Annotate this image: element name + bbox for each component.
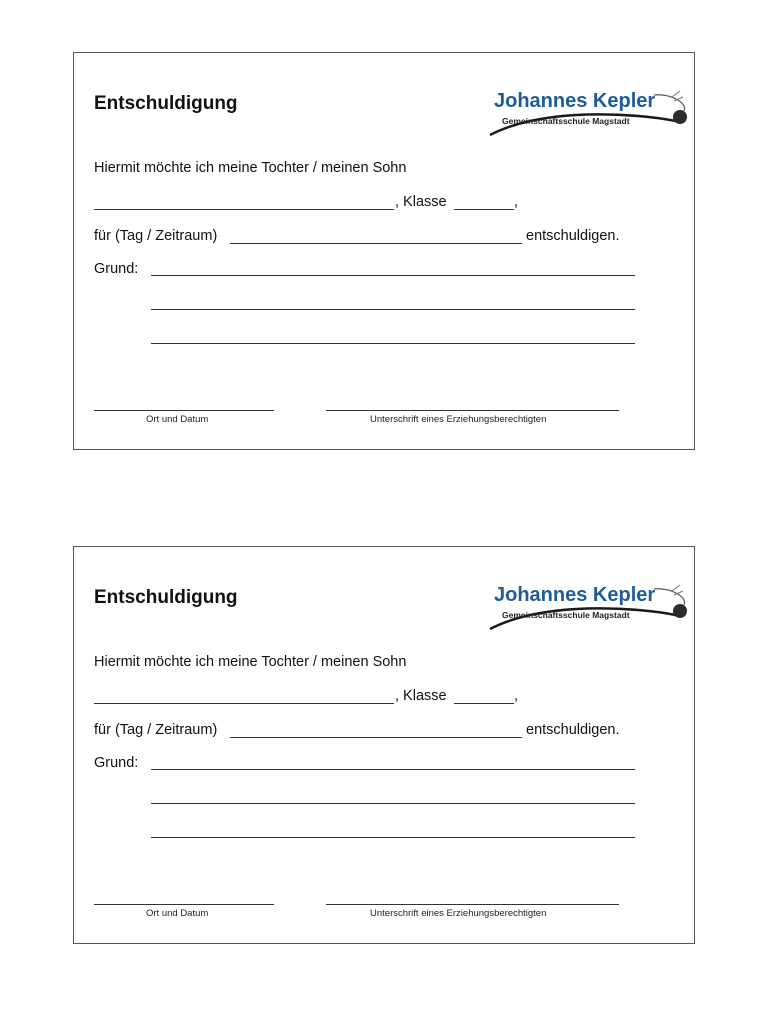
klasse-comma: ,	[514, 688, 519, 704]
period-label: für (Tag / Zeitraum)	[94, 228, 218, 244]
signature-field[interactable]	[326, 410, 619, 411]
period-label: für (Tag / Zeitraum)	[94, 722, 218, 738]
period-field[interactable]	[230, 243, 522, 244]
logo-name: Johannes Kepler	[494, 90, 656, 112]
klasse-label: , Klasse	[395, 194, 447, 210]
logo-subtitle: Gemeinschaftsschule Magstadt	[502, 610, 630, 620]
school-logo	[484, 571, 690, 643]
klasse-field[interactable]	[454, 703, 514, 704]
excuse-form-1	[73, 52, 695, 450]
logo-name: Johannes Kepler	[494, 584, 656, 606]
reason-line-2[interactable]	[151, 309, 635, 310]
intro-text: Hiermit möchte ich meine Tochter / meinen Sohn	[94, 160, 407, 176]
reason-label: Grund:	[94, 261, 139, 277]
klasse-field[interactable]	[454, 209, 514, 210]
reason-line-2[interactable]	[151, 803, 635, 804]
place-date-label: Ort und Datum	[146, 908, 209, 919]
signature-field[interactable]	[326, 904, 619, 905]
reason-line-1[interactable]	[151, 769, 635, 770]
entschuldigen-text: entschuldigen.	[526, 228, 620, 244]
signature-label: Unterschrift eines Erziehungsberechtigten	[370, 414, 547, 425]
student-name-field[interactable]	[94, 209, 394, 210]
form-title: Entschuldigung	[94, 587, 238, 608]
reason-line-3[interactable]	[151, 837, 635, 838]
klasse-comma: ,	[514, 194, 519, 210]
place-date-field[interactable]	[94, 904, 274, 905]
reason-line-3[interactable]	[151, 343, 635, 344]
period-field[interactable]	[230, 737, 522, 738]
reason-label: Grund:	[94, 755, 139, 771]
signature-label: Unterschrift eines Erziehungsberechtigten	[370, 908, 547, 919]
entschuldigen-text: entschuldigen.	[526, 722, 620, 738]
form-title: Entschuldigung	[94, 93, 238, 114]
excuse-form-2	[73, 546, 695, 944]
logo-subtitle: Gemeinschaftsschule Magstadt	[502, 116, 630, 126]
student-name-field[interactable]	[94, 703, 394, 704]
reason-line-1[interactable]	[151, 275, 635, 276]
place-date-label: Ort und Datum	[146, 414, 209, 425]
place-date-field[interactable]	[94, 410, 274, 411]
klasse-label: , Klasse	[395, 688, 447, 704]
school-logo	[484, 77, 690, 149]
intro-text: Hiermit möchte ich meine Tochter / meinen Sohn	[94, 654, 407, 670]
